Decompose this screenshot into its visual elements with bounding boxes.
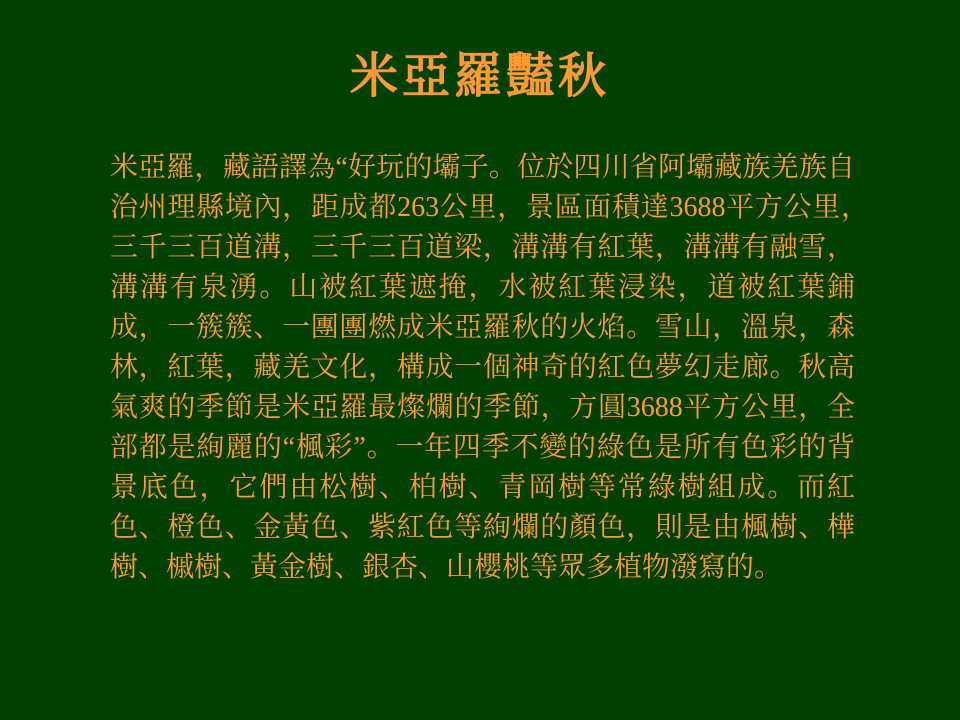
slide-body-text: 米亞羅，藏語譯為“好玩的壩子。位於四川省阿壩藏族羌族自治州理縣境內，距成都263公里，景區面積達3688平方公里， 三千三百道溝，三千三百道梁，溝溝有紅葉，溝溝有融雪，溝溝有泉湧。山被紅葉遮掩，水被紅葉浸染，道被紅葉鋪成，一簇簇、一團團燃成米亞羅秋的火焰。雪山，溫泉，森林，紅葉，藏羌文化，構成一個神奇的紅色夢幻走廊。秋高氣爽的季節是米亞羅最燦爛的季節，方圓3688平方公里，全部都是絢麗的“楓彩”。一年四季不變的綠色是所有色彩的背景底色，它們由松樹、柏樹、青岡樹等常綠樹組成。而紅色、橙色、金黃色、紫紅色等絢爛的顏色，則是由楓樹、樺樹、槭樹、黃金樹、銀杏、山櫻桃等眾多植物潑寫的。 bbox=[110, 152, 884, 583]
slide-title: 米亞羅豔秋 bbox=[349, 50, 610, 103]
